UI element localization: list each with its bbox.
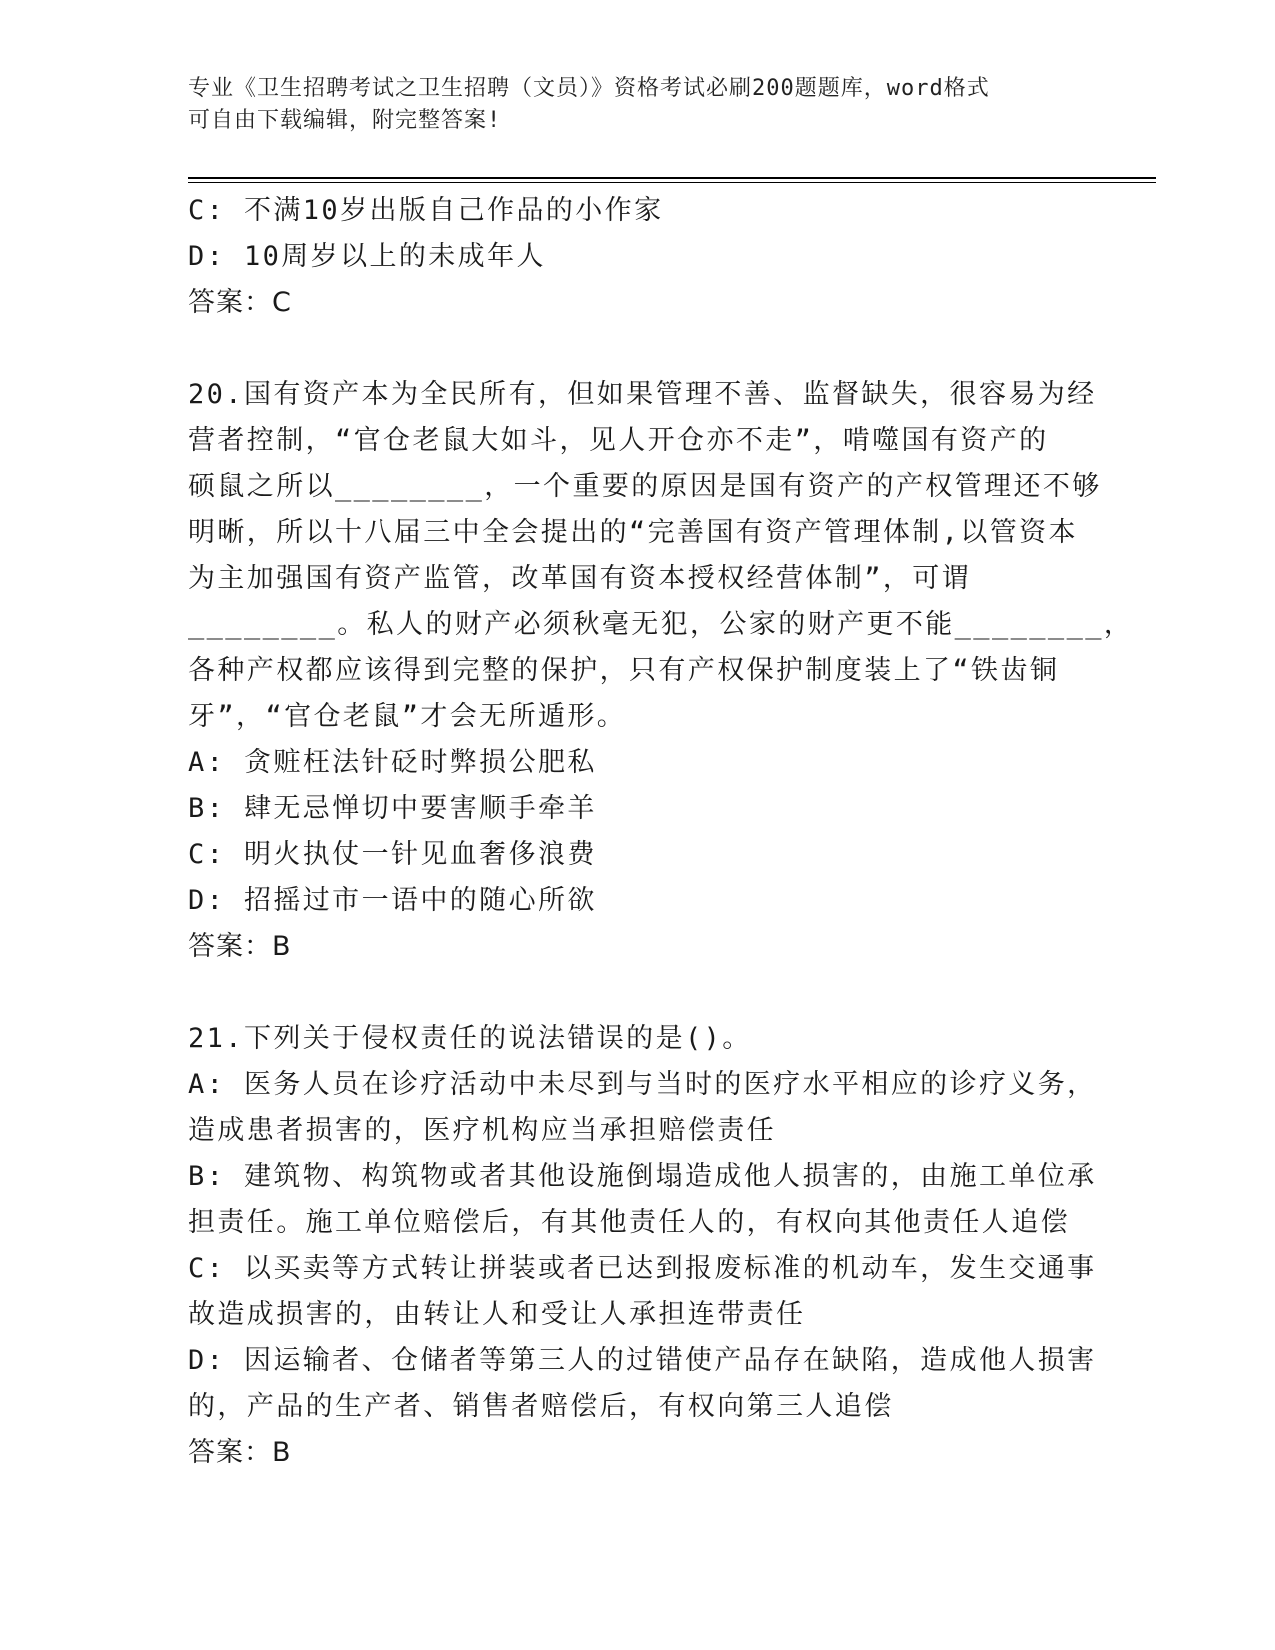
header-rule-thin bbox=[188, 182, 1156, 183]
question-20 bbox=[188, 372, 1134, 970]
question-stem-line: 20.国有资产本为全民所有，但如果管理不善、监督缺失，很容易为经 bbox=[188, 379, 1097, 410]
document-header bbox=[188, 73, 1088, 137]
option-d-continued: 的，产品的生产者、销售者赔偿后，有权向第三人追偿 bbox=[188, 1391, 894, 1422]
header-rule-thick bbox=[188, 177, 1156, 179]
spacer bbox=[188, 326, 1088, 372]
option-b-continued: 担责任。施工单位赔偿后，有其他责任人的，有权向其他责任人追偿 bbox=[188, 1207, 1070, 1238]
answer-line: 答案：B bbox=[188, 1437, 292, 1468]
option-a-continued: 造成患者损害的，医疗机构应当承担赔偿责任 bbox=[188, 1115, 776, 1146]
answer-line: 答案：B bbox=[188, 931, 292, 962]
option-c: C: 以买卖等方式转让拼装或者已达到报废标准的机动车，发生交通事 bbox=[188, 1253, 1097, 1284]
option-d: D: 因运输者、仓储者等第三人的过错使产品存在缺陷，造成他人损害 bbox=[188, 1345, 1097, 1376]
answer-line: 答案：C bbox=[188, 287, 292, 318]
question-stem-line: 牙”，“官仓老鼠”才会无所遁形。 bbox=[188, 701, 627, 732]
question-stem-line: 各种产权都应该得到完整的保护，只有产权保护制度装上了“铁齿铜 bbox=[188, 655, 1060, 686]
document-body bbox=[188, 188, 1134, 1476]
question-stem-line: 为主加强国有资产监管，改革国有资本授权经营体制”，可谓 bbox=[188, 563, 972, 594]
question-21 bbox=[188, 1016, 1097, 1476]
question-19-tail bbox=[188, 188, 1088, 326]
option-c: C: 明火执仗一针见血奢侈浪费 bbox=[188, 839, 597, 870]
header-line-2: 可自由下载编辑，附完整答案! bbox=[188, 108, 502, 133]
question-stem: 21.下列关于侵权责任的说法错误的是()。 bbox=[188, 1023, 752, 1054]
option-a: A: 贪赃枉法针砭时弊损公肥私 bbox=[188, 747, 597, 778]
question-stem-line: 明晰，所以十八届三中全会提出的“完善国有资产管理体制,以管资本 bbox=[188, 517, 1078, 548]
option-a: A: 医务人员在诊疗活动中未尽到与当时的医疗水平相应的诊疗义务， bbox=[188, 1069, 1097, 1100]
option-b: B: 肆无忌惮切中要害顺手牵羊 bbox=[188, 793, 597, 824]
spacer bbox=[188, 970, 1088, 1016]
option-c-continued: 故造成损害的，由转让人和受让人承担连带责任 bbox=[188, 1299, 806, 1330]
header-line-1: 专业《卫生招聘考试之卫生招聘（文员）》资格考试必刷200题题库，word格式 bbox=[188, 76, 990, 101]
option-b: B: 建筑物、构筑物或者其他设施倒塌造成他人损害的，由施工单位承 bbox=[188, 1161, 1097, 1192]
option-c: C: 不满10岁出版自己作品的小作家 bbox=[188, 195, 664, 226]
option-d: D: 10周岁以上的未成年人 bbox=[188, 241, 546, 272]
question-stem-line: 营者控制，“官仓老鼠大如斗，见人开仓亦不走”，啃噬国有资产的 bbox=[188, 425, 1049, 456]
option-d: D: 招摇过市一语中的随心所欲 bbox=[188, 885, 597, 916]
question-stem-line: 硕鼠之所以________，一个重要的原因是国有资产的产权管理还不够 bbox=[188, 471, 1102, 502]
question-stem-line: ________。私人的财产必须秋毫无犯，公家的财产更不能________， bbox=[188, 609, 1134, 640]
